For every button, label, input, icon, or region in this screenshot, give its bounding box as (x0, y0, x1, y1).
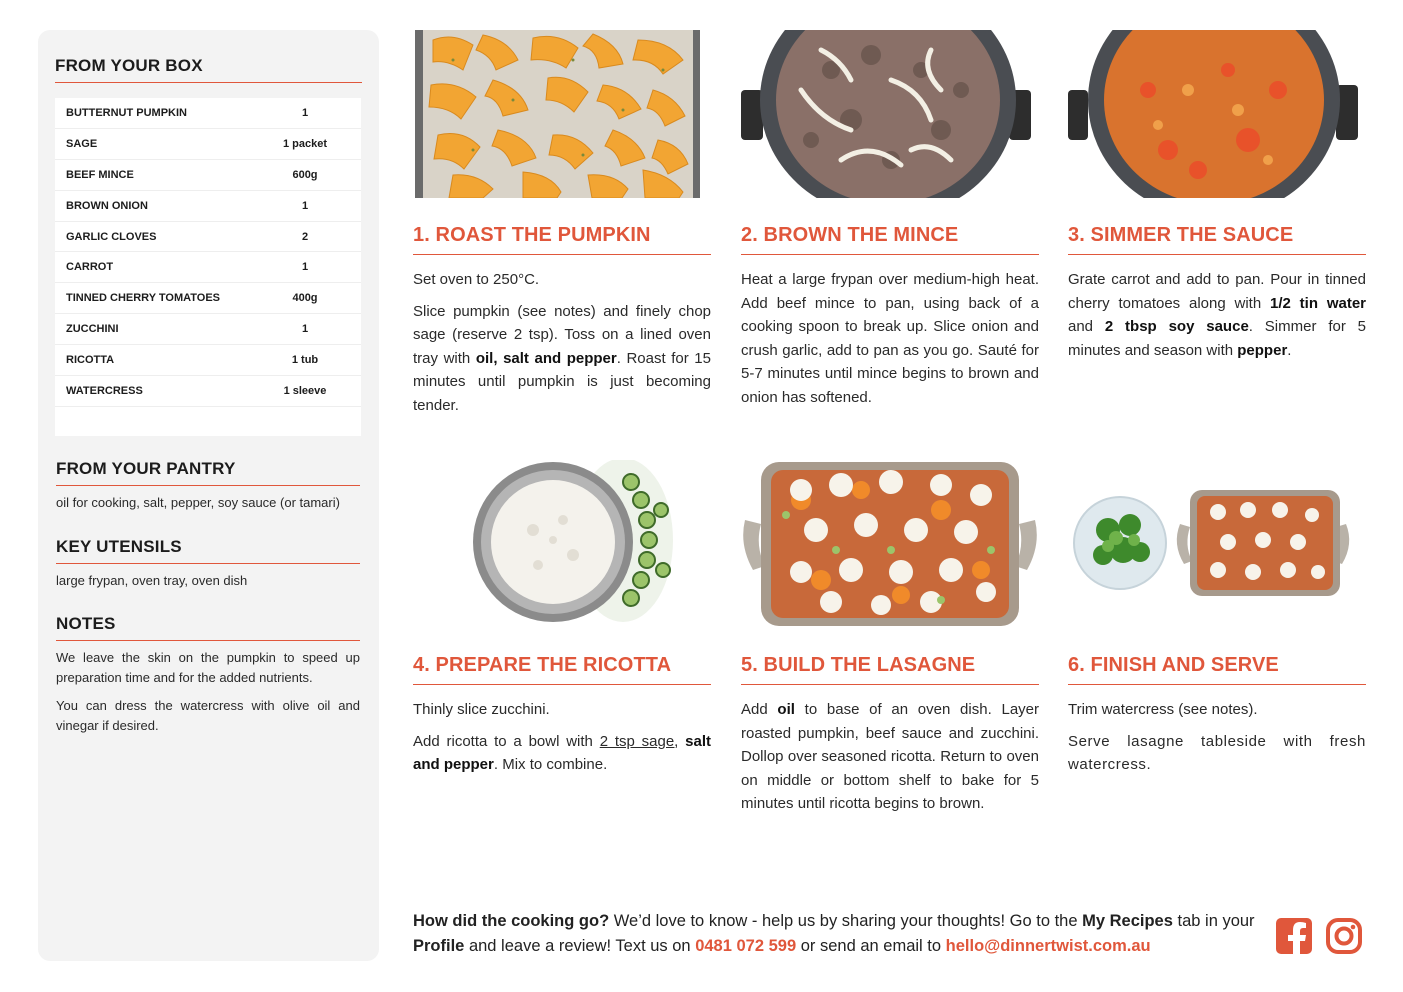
step-4-title: 4. PREPARE THE RICOTTA (413, 654, 711, 685)
table-row (55, 98, 361, 129)
text-run: . Mix to combine. (493, 756, 608, 773)
notes-list (56, 648, 360, 744)
step-5-text (741, 698, 1039, 816)
text-run: . (1287, 341, 1292, 359)
bold-run: My Recipes (1082, 912, 1173, 930)
roast-pumpkin-photo (413, 30, 711, 198)
utensils-text: large frypan, oven tray, oven dish (56, 573, 248, 588)
bold-run: Profile (413, 937, 465, 955)
step-6-text: Serve lasagne tableside with fresh watercress. (1068, 732, 1366, 773)
ingredient-qty: 1 (301, 261, 309, 274)
step-2 (741, 30, 1039, 417)
bold-run: oil, salt and pepper (475, 349, 617, 367)
step-4-text: Thinly slice zucchini. (413, 701, 550, 718)
utensils-heading: KEY UTENSILS (56, 537, 360, 564)
ingredient-qty: 600g (292, 168, 318, 181)
ingredient-name: TINNED CHERRY TOMATOES (66, 292, 221, 305)
step-4-body (413, 698, 711, 777)
step-5 (741, 460, 1039, 824)
ingredient-name: ZUCCHINI (66, 323, 119, 336)
ingredient-qty: 1 (301, 106, 309, 119)
step-1-body (413, 268, 711, 417)
step-6-text: Trim watercress (see notes). (1068, 701, 1258, 718)
facebook-icon[interactable] (1275, 917, 1313, 955)
text-run: Grate carrot and add to pan. Pour in tinned cherry tomatoes along with (1068, 271, 1366, 312)
text-run: Add (741, 701, 778, 718)
phone-link[interactable]: 0481 072 599 (695, 937, 797, 955)
ingredient-name: BROWN ONION (66, 199, 148, 212)
prepare-ricotta-photo (413, 460, 711, 628)
build-lasagne-photo (741, 460, 1039, 628)
ingredient-qty: 1 (301, 199, 309, 212)
ingredient-name: WATERCRESS (66, 384, 143, 397)
step-1 (413, 30, 711, 425)
text-run: and leave a review! Text us on (464, 937, 696, 955)
step-3-title: 3. SIMMER THE SAUCE (1068, 224, 1366, 255)
table-row (55, 376, 361, 407)
underlined-run: 2 tsp sage, (599, 732, 679, 750)
ingredient-name: BUTTERNUT PUMPKIN (66, 106, 187, 119)
step-4-text (413, 730, 711, 777)
bold-run: oil (777, 701, 795, 718)
bold-run: pepper (1237, 341, 1288, 359)
finish-serve-photo (1068, 460, 1366, 628)
email-link[interactable]: hello@dinnertwist.com.au (945, 937, 1151, 955)
ingredient-qty: 2 (301, 230, 309, 243)
text-run: or send an email to (796, 937, 946, 955)
text-run: tab in your (1172, 912, 1255, 930)
table-row (55, 222, 361, 253)
ingredient-qty: 1 tub (291, 354, 319, 367)
bold-run: salt and pepper (413, 732, 711, 773)
step-1-text (413, 300, 711, 418)
ingredients-table (55, 98, 361, 436)
notes-heading: NOTES (56, 614, 360, 641)
bold-run: 2 tbsp soy sauce (1104, 318, 1249, 335)
table-row (55, 160, 361, 191)
ingredient-name: SAGE (66, 137, 98, 150)
step-3-body (1068, 268, 1366, 362)
pantry-heading: FROM YOUR PANTRY (56, 459, 360, 486)
ingredient-qty: 1 sleeve (283, 384, 327, 397)
feedback-question: How did the cooking go? (413, 912, 610, 930)
ingredient-name: RICOTTA (66, 354, 115, 367)
step-5-title: 5. BUILD THE LASAGNE (741, 654, 1039, 685)
ingredient-qty: 400g (292, 292, 318, 305)
sidebar (38, 30, 379, 961)
pantry-text: oil for cooking, salt, pepper, soy sauce (or tamari) (56, 495, 340, 510)
table-row (55, 191, 361, 222)
step-2-body (741, 268, 1039, 409)
ingredient-name: GARLIC CLOVES (66, 230, 157, 243)
note-item: You can dress the watercress with olive oil and vinegar if desired. (56, 698, 360, 733)
ingredient-qty: 1 packet (282, 137, 328, 150)
table-row (55, 314, 361, 345)
step-1-text: Set oven to 250°C. (413, 271, 540, 288)
simmer-sauce-photo (1068, 30, 1366, 198)
ingredient-name: CARROT (66, 261, 114, 274)
note-item: We leave the skin on the pumpkin to speed up preparation time and for the added nutrients. (56, 650, 360, 685)
step-2-title: 2. BROWN THE MINCE (741, 224, 1039, 255)
text-run: Add ricotta to a bowl with (413, 732, 600, 750)
bold-run: 1/2 tin water (1270, 294, 1367, 312)
step-6 (1068, 460, 1366, 785)
table-row (55, 252, 361, 283)
text-run: . Simmer for 5 minutes and season with (1068, 318, 1367, 359)
ingredient-qty: 1 (301, 323, 309, 336)
text-run: and (1068, 318, 1105, 335)
feedback-footer (413, 909, 1263, 959)
step-4 (413, 460, 711, 785)
text-run: We’d love to know - help us by sharing your thoughts! Go to the (609, 912, 1083, 930)
table-row (55, 129, 361, 160)
step-6-title: 6. FINISH AND SERVE (1068, 654, 1366, 685)
text-run: Slice pumpkin (see notes) and finely chop sage (reserve 2 tsp). Toss on a lined oven tray with (413, 302, 711, 367)
step-1-title: 1. ROAST THE PUMPKIN (413, 224, 711, 255)
text-run: to base of an oven dish. Layer roasted pumpkin, beef sauce and zucchini. Dollop over seasoned ricotta. Return to oven on middle or bottom shelf to bake for 5 minutes until ricotta begins to brown. (741, 701, 1039, 812)
instagram-icon[interactable] (1325, 917, 1363, 955)
step-3 (1068, 30, 1366, 370)
step-6-body (1068, 698, 1366, 777)
ingredient-name: BEEF MINCE (66, 168, 134, 181)
step-2-text: Heat a large frypan over medium-high heat. Add beef mince to pan, using back of a cooking spoon to break up. Slice onion and crush garlic, add to pan as you go. Sauté for 5-7 minutes until mince begins to brown and onion has softened. (741, 271, 1039, 406)
table-row (55, 345, 361, 376)
step-3-text (1068, 268, 1366, 362)
table-row (55, 283, 361, 314)
text-run: . Roast for 15 minutes until pumpkin is just becoming tender. (413, 349, 711, 414)
box-heading: FROM YOUR BOX (55, 56, 362, 83)
step-5-body (741, 698, 1039, 816)
brown-mince-photo (741, 30, 1039, 198)
